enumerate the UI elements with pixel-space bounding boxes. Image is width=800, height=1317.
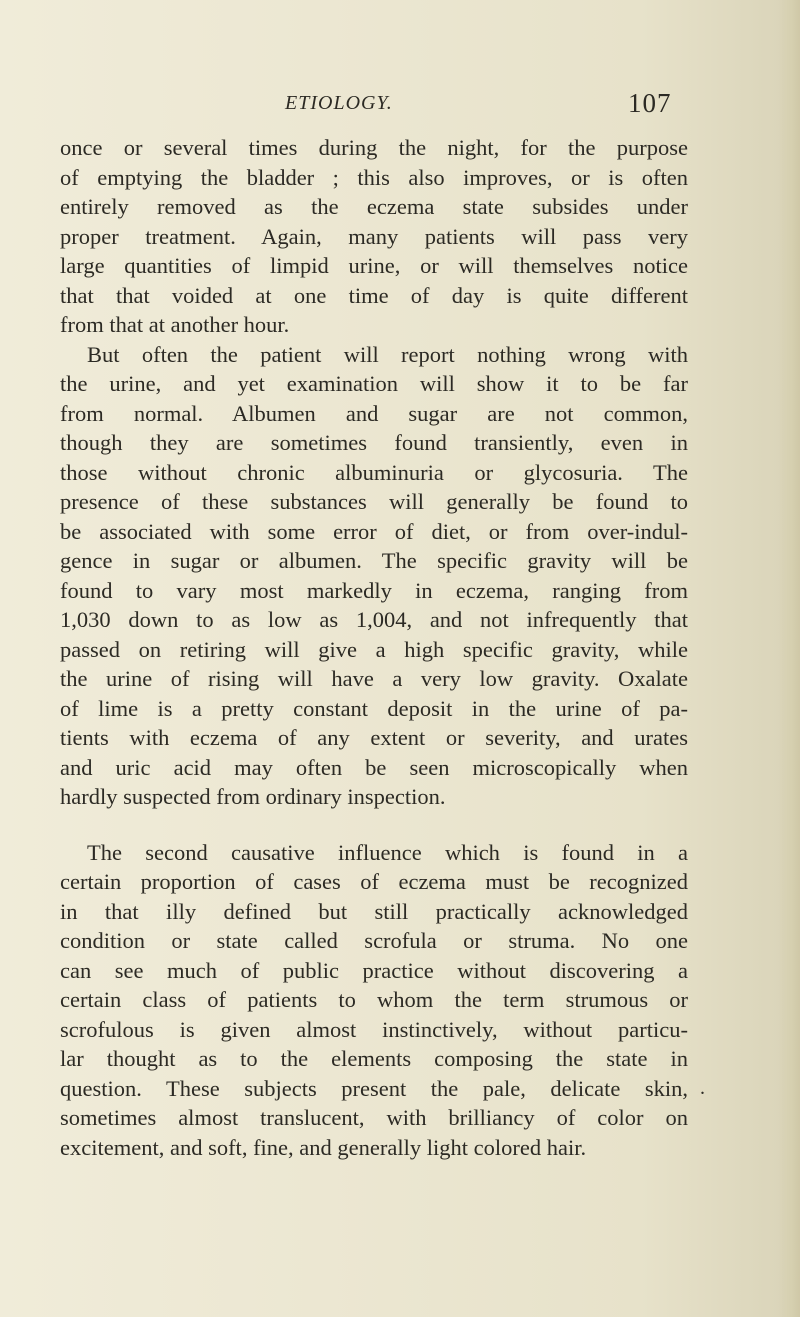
text-line: found to vary most markedly in eczema, ranging from [60, 577, 688, 603]
text-line: those without chronic albuminuria or glycosuria. The [60, 459, 688, 485]
page-header [0, 88, 800, 120]
text-line: can see much of public practice without discovering a [60, 957, 688, 983]
text-line: excitement, and soft, fine, and generally light colored hair. [60, 1134, 587, 1160]
text-line: of lime is a pretty constant deposit in the urine of pa- [60, 695, 688, 721]
text-line: condition or state called scrofula or struma. No one [60, 928, 688, 953]
running-head: ETIOLOGY. [285, 92, 393, 114]
text-line: be associated with some error of diet, or from over-indul- [60, 518, 688, 544]
text-line: sometimes almost translucent, with brilliancy of color on [60, 1105, 688, 1130]
text-line: once or several times during the night, for the purpose [60, 135, 688, 160]
text-line: that that voided at one time of day is quite different [60, 282, 688, 308]
text-line: the urine of rising will have a very low gravity. Oxalate [60, 666, 688, 691]
text-line: from normal. Albumen and sugar are not common, [60, 400, 688, 426]
text-line: gence in sugar or albumen. The specific gravity will be [60, 548, 688, 573]
text-line: But often the patient will report nothing wrong with [87, 341, 688, 367]
text-line: the urine, and yet examination will show it to be far [60, 371, 688, 396]
text-line: from that at another hour. [60, 312, 290, 337]
text-line: of emptying the bladder ; this also improves, or is often [60, 164, 688, 190]
paragraph-1 [60, 133, 688, 340]
text-line: certain proportion of cases of eczema must be recognized [60, 869, 688, 894]
text-line: large quantities of limpid urine, or will themselves notice [60, 253, 688, 278]
text-line: tients with eczema of any extent or severity, and urates [60, 725, 688, 750]
page-number: 107 [628, 88, 672, 118]
text-line: certain class of patients to whom the term strumous or [60, 987, 688, 1012]
text-line: scrofulous is given almost instinctively, without particu- [60, 1016, 688, 1042]
text-line: in that illy defined but still practically acknowledged [60, 898, 688, 924]
page-edge-shadow [778, 0, 800, 1317]
text-line: entirely removed as the eczema state subsides under [60, 194, 688, 219]
text-line: 1,030 down to as low as 1,004, and not infrequently that [60, 607, 688, 632]
paragraph-2 [60, 340, 688, 812]
text-line: and uric acid may often be seen microscopically when [60, 754, 688, 780]
body-text [60, 133, 688, 1162]
paragraph-3 [60, 838, 688, 1163]
text-line: though they are sometimes found transiently, even in [60, 430, 688, 455]
text-line: proper treatment. Again, many patients will pass very [60, 223, 688, 249]
margin-mark: . [700, 1077, 705, 1099]
text-line: lar thought as to the elements composing the state in [60, 1046, 688, 1071]
paragraph-gap [60, 812, 688, 838]
text-line: passed on retiring will give a high specific gravity, while [60, 636, 688, 662]
text-line: hardly suspected from ordinary inspection. [60, 784, 446, 809]
text-line: question. These subjects present the pale, delicate skin, [60, 1075, 688, 1101]
text-line: The second causative influence which is found in a [87, 839, 688, 865]
text-line: presence of these substances will generally be found to [60, 489, 688, 514]
